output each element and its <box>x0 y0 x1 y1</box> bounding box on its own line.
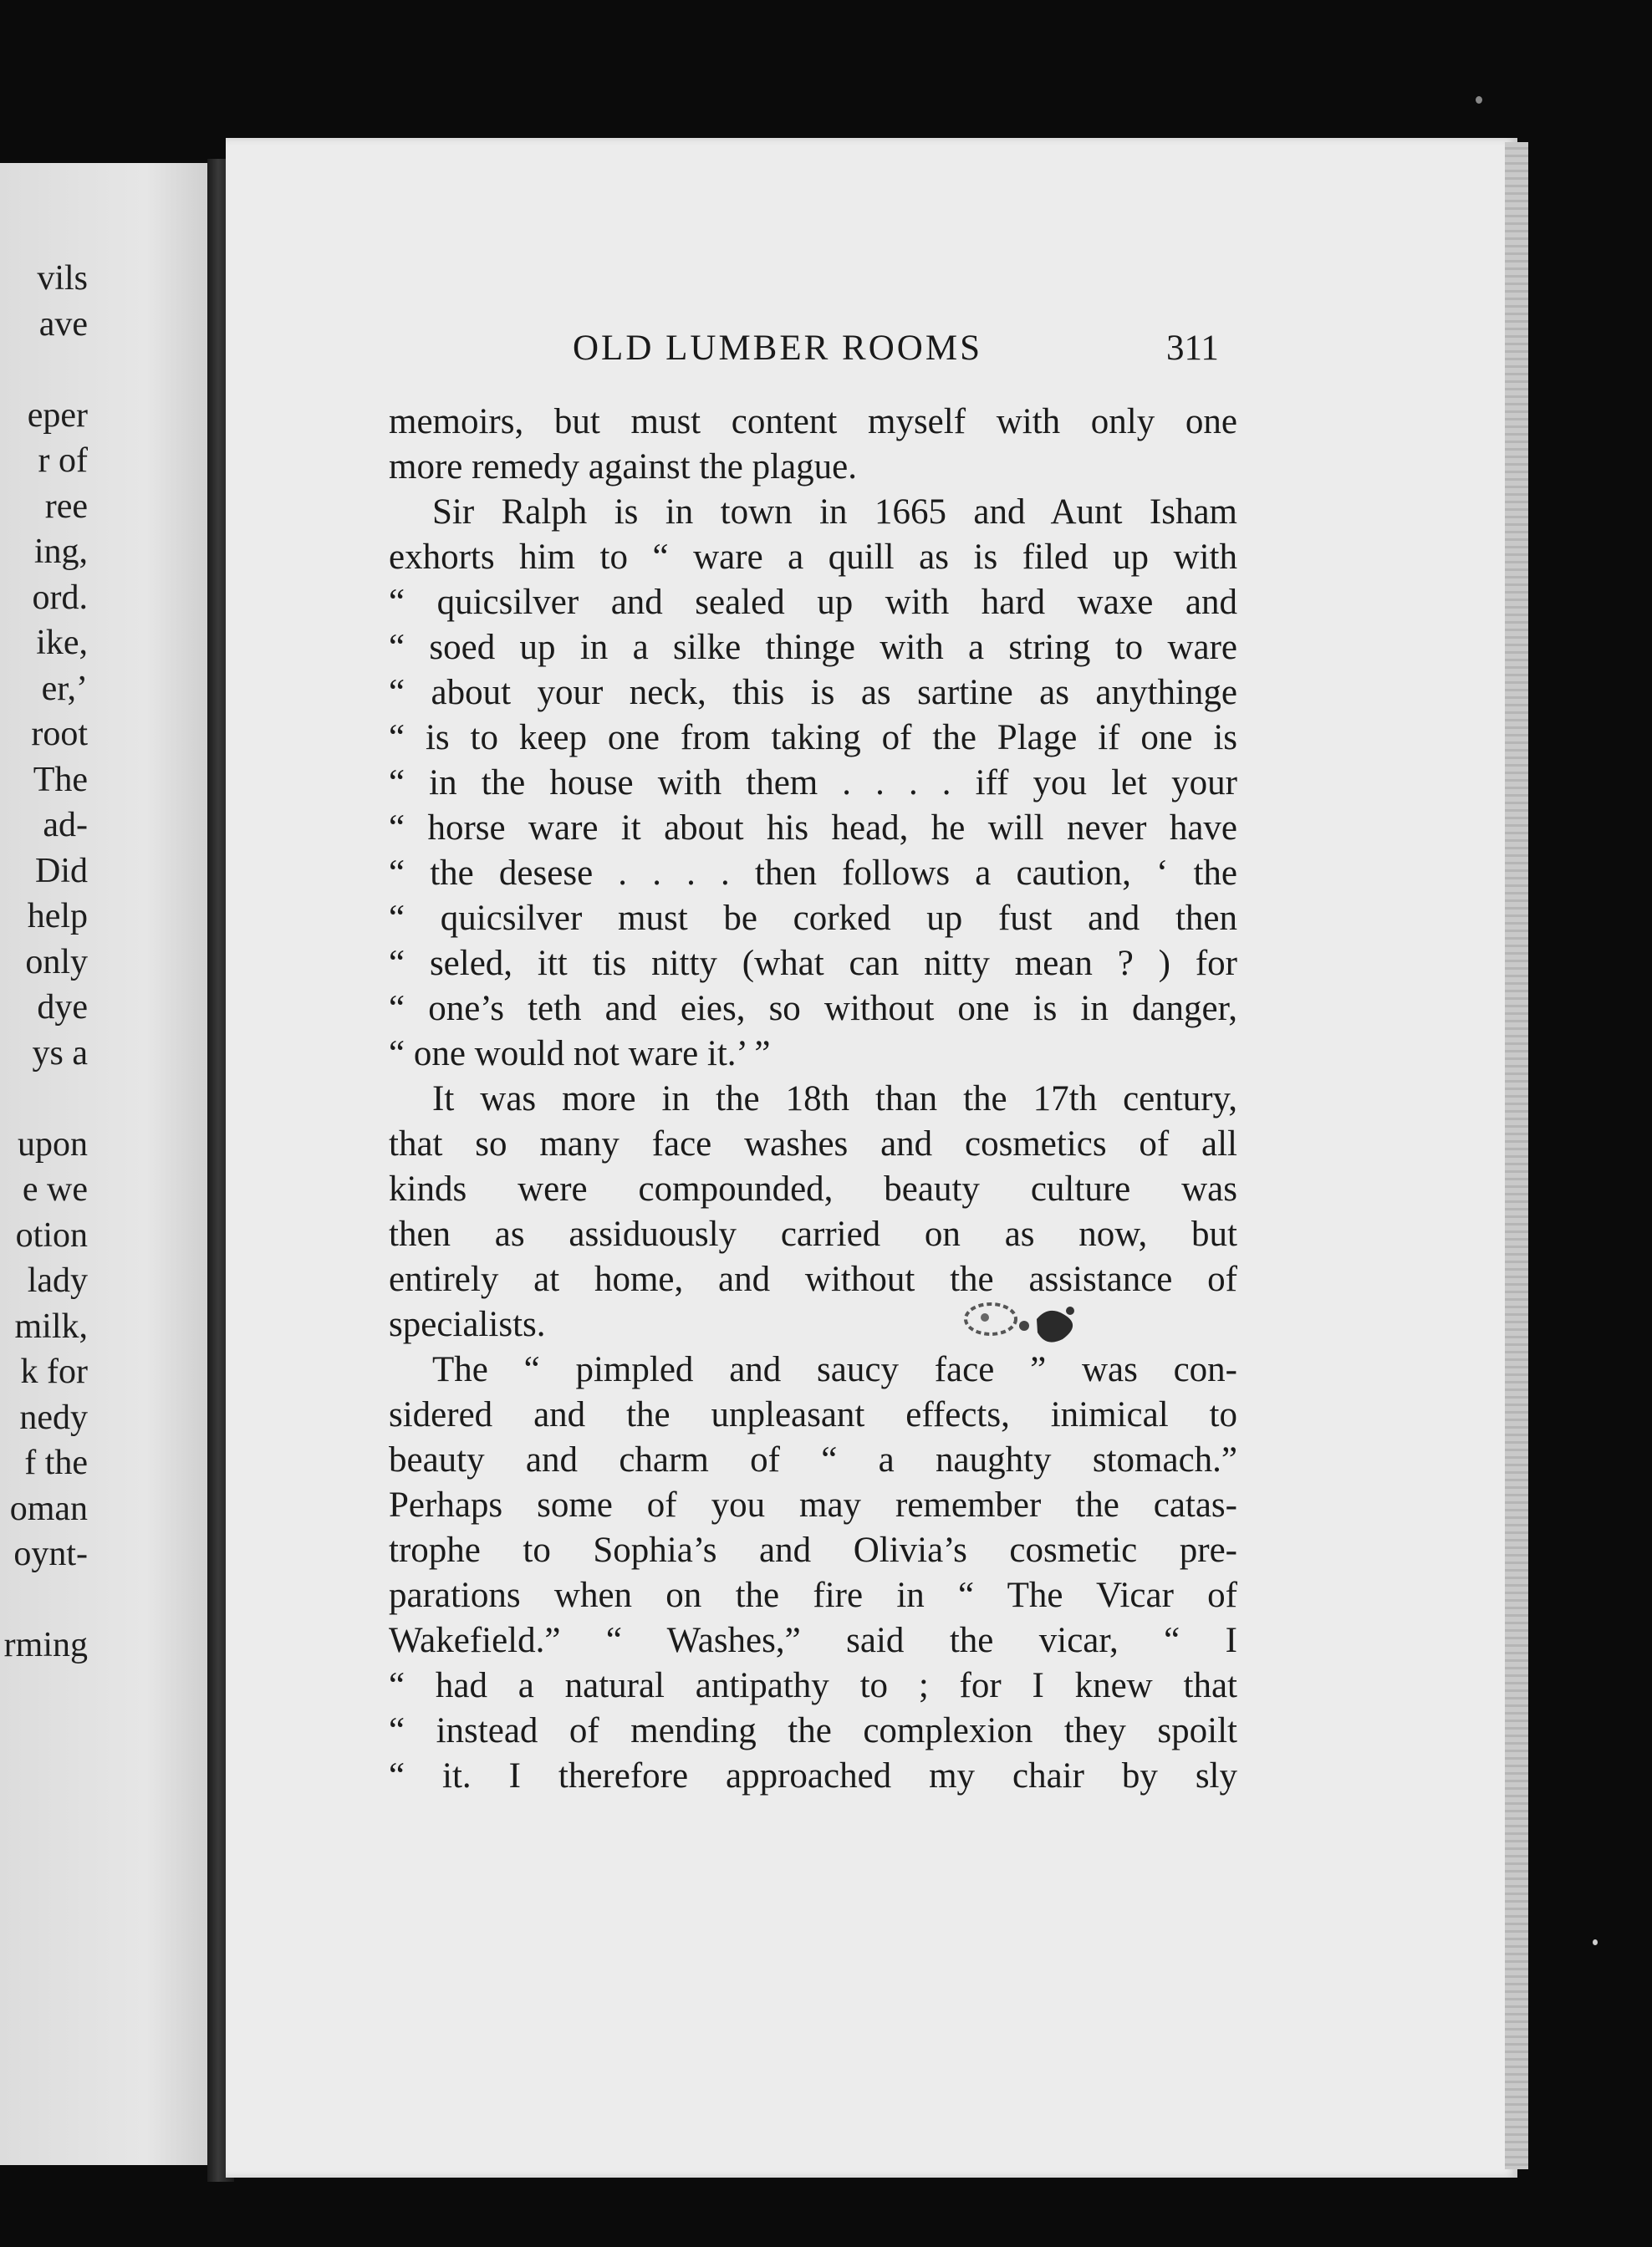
text-line: exhorts him to “ ware a quill as is filed up with <box>389 538 1237 577</box>
text-line: parations when on the fire in “ The Vicar of <box>389 1576 1237 1615</box>
left-page-line: vils <box>37 259 88 298</box>
left-page-line: help <box>27 897 88 935</box>
text-line: “ instead of mending the complexion they spoilt <box>389 1711 1237 1750</box>
dust-speck <box>1476 96 1482 104</box>
left-page-line: otion <box>15 1215 88 1255</box>
left-page-line: oynt- <box>13 1535 88 1573</box>
page-edge <box>1505 142 1528 2169</box>
left-facing-page <box>0 163 209 2165</box>
left-page-line: only <box>25 942 88 981</box>
text-line: “ soed up in a silke thinge with a string to ware <box>389 628 1237 667</box>
body-text <box>389 400 1237 1799</box>
left-page-line: e we <box>22 1170 88 1209</box>
left-page-line: Did <box>35 851 88 890</box>
text-line: then as assiduously carried on as now, but <box>389 1215 1237 1254</box>
left-page-line: ing, <box>33 532 88 571</box>
text-line: “ one would not ware it.’ ” <box>389 1034 771 1073</box>
text-line: “ had a natural antipathy to ; for I knew that <box>389 1666 1237 1705</box>
left-page-line: dye <box>37 988 88 1027</box>
left-page-line: ave <box>38 304 88 344</box>
left-page-line: f the <box>24 1444 88 1482</box>
text-line: “ is to keep one from taking of the Plage if one is <box>389 718 1237 757</box>
running-head: OLD LUMBER ROOMS <box>573 329 982 368</box>
text-line: “ it. I therefore approached my chair by sly <box>389 1756 1237 1796</box>
left-page-line: milk, <box>14 1307 88 1346</box>
text-line: “ quicsilver and sealed up with hard waxe and <box>389 583 1237 622</box>
left-page-line: ad- <box>43 806 88 844</box>
left-page-line: rming <box>3 1626 88 1664</box>
text-line: that so many face washes and cosmetics of all <box>389 1124 1237 1164</box>
text-line: “ horse ware it about his head, he will never have <box>389 808 1237 848</box>
text-line: “ about your neck, this is as sartine as anythinge <box>389 673 1237 712</box>
text-line: Perhaps some of you may remember the catas- <box>389 1485 1237 1525</box>
text-line: kinds were compounded, beauty culture was <box>389 1169 1237 1209</box>
dust-speck <box>1593 1939 1598 1945</box>
page-number: 311 <box>1166 329 1219 368</box>
text-line: “ quicsilver must be corked up fust and then <box>389 899 1237 938</box>
left-page-line: ree <box>44 487 88 526</box>
text-line: “ seled, itt tis nitty (what can nitty mean ? ) for <box>389 944 1237 983</box>
text-line: Sir Ralph is in town in 1665 and Aunt Isham <box>432 492 1237 532</box>
left-page-line: ike, <box>36 624 88 662</box>
left-page-line: eper <box>27 395 88 435</box>
text-line: sidered and the unpleasant effects, inimical to <box>389 1395 1237 1434</box>
text-line: It was more in the 18th than the 17th century, <box>432 1079 1237 1118</box>
left-page-line: lady <box>27 1261 88 1300</box>
text-line: “ one’s teth and eies, so without one is in danger, <box>389 989 1237 1028</box>
text-line: more remedy against the plague. <box>389 447 857 487</box>
left-page-line: er,’ <box>41 669 88 708</box>
left-page-line: k for <box>20 1353 88 1391</box>
left-page-line: upon <box>18 1124 88 1164</box>
text-line: Wakefield.” “ Washes,” said the vicar, “ I <box>389 1621 1237 1660</box>
left-page-line: r of <box>38 441 88 480</box>
left-page-line: oman <box>9 1489 88 1528</box>
text-line: entirely at home, and without the assistance of <box>389 1260 1237 1299</box>
left-page-line: root <box>31 715 88 753</box>
text-line: trophe to Sophia’s and Olivia’s cosmetic pre- <box>389 1531 1237 1570</box>
left-page-line: The <box>33 760 88 799</box>
left-page-line: ys a <box>32 1033 88 1073</box>
text-line: memoirs, but must content myself with only one <box>389 402 1237 441</box>
text-line: “ in the house with them . . . . iff you let your <box>389 763 1237 802</box>
ink-blot-mark <box>945 1294 1120 1353</box>
text-line: specialists. <box>389 1305 546 1344</box>
left-page-line: ord. <box>32 578 88 617</box>
left-page-line: nedy <box>19 1398 88 1437</box>
text-line: beauty and charm of “ a naughty stomach.” <box>389 1440 1237 1480</box>
text-line: The “ pimpled and saucy face ” was con- <box>432 1350 1237 1389</box>
text-line: “ the desese . . . . then follows a caution, ‘ the <box>389 853 1237 893</box>
